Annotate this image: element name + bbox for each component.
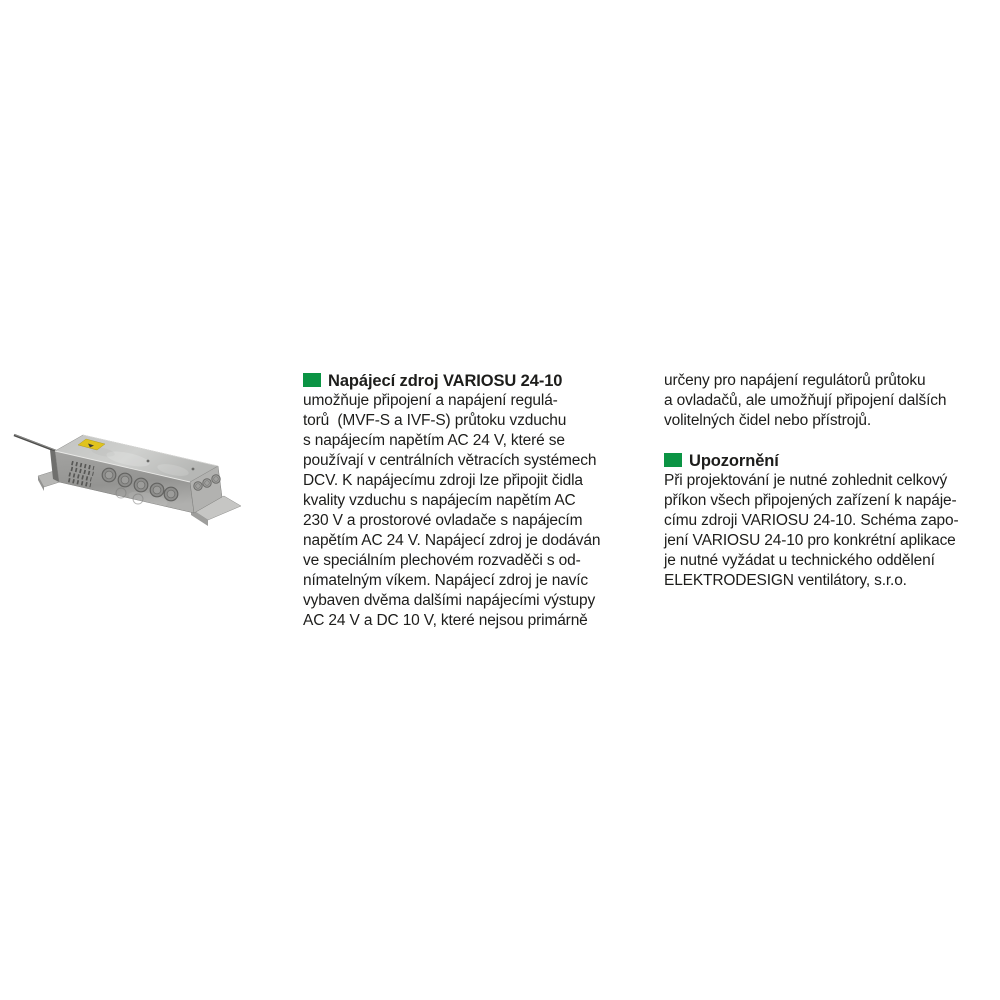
text-line: s napájecím napětím AC 24 V, které se	[303, 432, 565, 449]
text-line: umožňuje připojení a napájení regulá-	[303, 392, 558, 409]
text-line: ELEKTRODESIGN ventilátory, s.r.o.	[664, 572, 907, 589]
text-line: nímatelným víkem. Napájecí zdroj je navíc	[303, 572, 589, 589]
power-supply-enclosure-illustration	[8, 414, 258, 549]
text-line: příkon všech připojených zařízení k napáje-	[664, 492, 957, 509]
section-bullet-icon	[664, 453, 682, 467]
right-paragraph-2	[664, 471, 1000, 591]
text-line: torů (MVF-S a IVF-S) průtoku vzduchu	[303, 412, 567, 429]
text-line: je nutné vyžádat u technického oddělení	[664, 552, 935, 569]
section-heading-text: Napájecí zdroj VARIOSU 24-10	[328, 372, 563, 390]
text-line: ve speciálním plechovém rozvaděči s od-	[303, 552, 581, 569]
right-column	[664, 371, 1000, 591]
left-paragraph	[303, 391, 648, 631]
section-bullet-icon	[303, 373, 321, 387]
text-line: 230 V a prostorové ovladače s napájecím	[303, 512, 583, 529]
product-photo	[8, 414, 258, 549]
text-line: volitelných čidel nebo přístrojů.	[664, 412, 871, 429]
text-line: vybaven dvěma dalšími napájecími výstupy	[303, 592, 596, 609]
text-line: a ovladačů, ale umožňují připojení dalších	[664, 392, 947, 409]
section-heading-upozorneni	[664, 451, 1000, 471]
cable-icon	[14, 434, 56, 451]
text-line: DCV. K napájecímu zdroji lze připojit čidla	[303, 472, 583, 489]
text-line: kvality vzduchu s napájecím napětím AC	[303, 492, 576, 509]
text-line: Při projektování je nutné zohlednit celkový	[664, 472, 948, 489]
screw-icon	[147, 460, 150, 463]
section-heading-text: Upozornění	[689, 452, 779, 470]
screw-icon	[192, 468, 195, 471]
text-line: napětím AC 24 V. Napájecí zdroj je dodáván	[303, 532, 601, 549]
left-column	[303, 371, 648, 631]
text-line: používají v centrálních větracích systémech	[303, 452, 597, 469]
text-line: AC 24 V a DC 10 V, které nejsou primárně	[303, 612, 588, 629]
section-heading-napajeci-zdroj	[303, 371, 648, 391]
paragraph-spacer	[664, 431, 1000, 451]
text-line: určeny pro napájení regulátorů průtoku	[664, 372, 926, 389]
right-paragraph-1	[664, 371, 1000, 431]
text-line: jení VARIOSU 24-10 pro konkrétní aplikace	[664, 532, 956, 549]
text-line: címu zdroji VARIOSU 24-10. Schéma zapo-	[664, 512, 959, 529]
